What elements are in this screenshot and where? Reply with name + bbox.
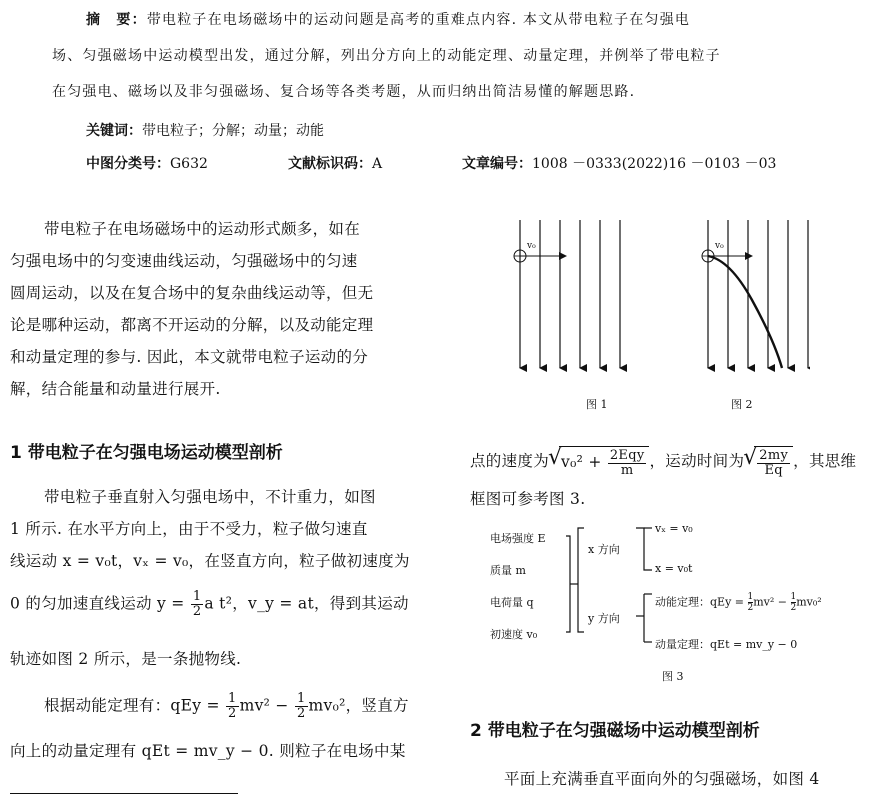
intro-line-4: 论是哪种运动，都离不开运动的分解，以及动能定理: [10, 316, 374, 334]
fig3-input-m: 质量 m: [490, 564, 526, 577]
p2-line-4: [10, 590, 409, 619]
fig3-y-eq1: [655, 592, 822, 613]
article-label: 文章编号: [462, 156, 518, 172]
fig3-x-eq2: x = v₀t: [655, 562, 693, 575]
doc-code: 文献标识码：A: [288, 156, 383, 172]
p3-line-2: 向上的动量定理有 qEt = mv_y − 0. 则粒子在电场中某: [10, 742, 406, 760]
doc-label: 文献标识码: [288, 156, 358, 172]
intro-line-2: 匀强电场中的匀变速曲线运动，匀强磁场中的匀速: [10, 252, 358, 270]
figure-2-caption: 图 2: [731, 398, 753, 411]
abstract-label: 摘 要: [86, 12, 132, 28]
right-cont-line-1: [470, 446, 856, 478]
fig3-input-q: 电荷量 q: [490, 596, 534, 609]
intro-line-6: 解，结合能量和动量进行展开.: [10, 380, 221, 398]
abstract-line-2: 场、匀强磁场中运动模型出发，通过分解，列出分方向上的动能定理、动量定理，并例举了带电粒子: [52, 48, 721, 64]
sqrt-time: [754, 446, 793, 478]
frac-num: 1: [192, 589, 202, 604]
p2-line-1: 带电粒子垂直射入匀强电场中，不计重力，如图: [44, 488, 376, 506]
p2-line-4-a: 0 的匀加速直线运动 y =: [10, 594, 190, 613]
fig3-frac-num: 1: [747, 592, 754, 602]
clc-number: 中图分类号：G632: [86, 156, 208, 172]
abstract-text-1: 带电粒子在电场磁场中的运动问题是高考的重难点内容. 本文从带电粒子在匀强电: [146, 12, 691, 28]
figure-1-caption: 图 1: [586, 398, 608, 411]
frac-den-2: 2: [228, 706, 237, 721]
right-cont-line-2: 框图可参考图 3.: [470, 490, 586, 508]
fig3-frac-num-2: 1: [790, 592, 797, 602]
fig3-y-eq2: 动量定理：qEt = mv_y − 0: [655, 638, 798, 651]
abstract-line-3: 在匀强电、磁场以及非匀强磁场、复合场等各类考题，从而归纳出简洁易懂的解题思路.: [52, 84, 636, 100]
p2-line-4-b: a t²，v_y = at，得到其运动: [204, 594, 409, 613]
right-last-line: 平面上充满垂直平面向外的匀强磁场，如图 4: [504, 770, 820, 788]
sqrt2-den: Eq: [764, 462, 783, 478]
fig3-input-e: 电场强度 E: [490, 532, 546, 545]
footnote-rule: [10, 793, 238, 794]
frac-num-3: 1: [296, 691, 306, 706]
sqrt-velocity: [559, 446, 649, 478]
frac-half: [191, 590, 204, 619]
frac-half-2: [226, 692, 239, 721]
keywords: 关键词：带电粒子；分解；动量；动能: [86, 123, 324, 139]
sqrt1-den: m: [620, 462, 634, 478]
figure-2-v0-label: v₀: [715, 241, 724, 251]
doc-value: A: [372, 156, 383, 172]
cont-b: ，运动时间为: [649, 452, 745, 470]
frac-den-3: 2: [296, 706, 306, 721]
figures-1-2: [490, 210, 810, 385]
fig3-x-eq1: vₓ = v₀: [655, 522, 693, 535]
keywords-value: 带电粒子；分解；动量；动能: [142, 123, 324, 139]
frac-half-3: [295, 692, 308, 721]
keywords-label: 关键词: [86, 123, 128, 139]
intro-line-1: 带电粒子在电场磁场中的运动形式颇多，如在: [44, 220, 361, 238]
intro-line-3: 圆周运动，以及在复合场中的复杂曲线运动等，但无: [10, 284, 374, 302]
figure-3-caption: 图 3: [662, 670, 684, 683]
clc-value: G632: [170, 156, 208, 172]
cont-a: 点的速度为: [470, 452, 550, 470]
fig3-input-v0: 初速度 v₀: [490, 628, 538, 641]
frac-num-2: 1: [228, 691, 237, 706]
figure-2-parabola: [708, 256, 782, 368]
fig3-frac-den: 2: [747, 603, 754, 613]
figure-1-v0-label: v₀: [527, 241, 536, 251]
article-number: 文章编号：1008 －0333(2022)16 －0103 －03: [462, 156, 777, 172]
clc-label: 中图分类号: [86, 156, 156, 172]
sqrt2-num: √ 2my: [759, 447, 789, 463]
sqrt1-num: 2Eqy: [609, 447, 645, 463]
fig3-y-direction: y 方向: [588, 612, 620, 625]
intro-line-5: 和动量定理的参与. 因此，本文就带电粒子运动的分: [10, 348, 369, 366]
p3-c: mv₀²，竖直方: [308, 696, 409, 715]
figure-3-brackets: [560, 520, 670, 650]
fig3-y-eq1-c: mv₀²: [796, 595, 822, 609]
p2-line-3: 线运动 x = v₀t，vₓ = v₀，在竖直方向，粒子做初速度为: [10, 552, 410, 570]
frac-den: 2: [192, 604, 202, 619]
p3-a: 根据动能定理有：qEy =: [44, 696, 226, 715]
section-2-heading: 2 带电粒子在匀强磁场中运动模型剖析: [470, 721, 760, 741]
p2-line-2: 1 所示. 在水平方向上，由于不受力，粒子做匀速直: [10, 520, 368, 538]
sqrt1-text: v₀² +: [561, 453, 607, 472]
p3-line-1: [44, 692, 409, 721]
article-value: 1008 －0333(2022)16 －0103 －03: [532, 156, 777, 172]
p2-line-5: 轨迹如图 2 所示，是一条抛物线.: [10, 650, 242, 668]
fig3-x-direction: x 方向: [588, 543, 620, 556]
abstract-line-1: 摘 要：带电粒子在电场磁场中的运动问题是高考的重难点内容. 本文从带电粒子在匀强电: [86, 12, 691, 28]
fig3-y-eq1-b: mv² −: [753, 595, 791, 609]
cont-c: ，其思维: [793, 452, 857, 470]
section-1-heading: 1 带电粒子在匀强电场运动模型剖析: [10, 443, 283, 463]
p3-b: mv² −: [239, 696, 294, 715]
fig3-y-eq1-a: 动能定理：qEy =: [655, 595, 748, 609]
fig3-frac-den-2: 2: [790, 603, 797, 613]
